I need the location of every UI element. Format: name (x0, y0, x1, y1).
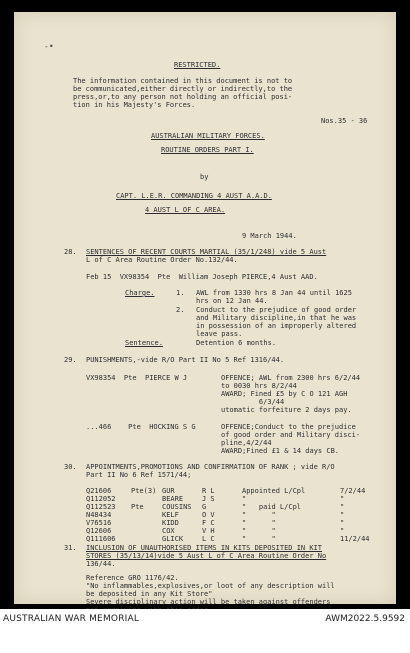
punishment-soldier: VX98354 Pte PIERCE W J (86, 374, 188, 382)
rank-cell-name: V H (202, 527, 215, 535)
rank-cell-rank: Pte (131, 503, 144, 511)
rank-cell-action: " " (242, 511, 276, 519)
notice-line: press,or,to any person not holding an official posi- (73, 93, 293, 101)
charge-number: 1. (176, 289, 185, 297)
rank-cell-action: Appointed L/Cpl (242, 487, 306, 495)
rank-cell-name: J S (202, 495, 215, 503)
rank-cell-action: " " (242, 527, 276, 535)
orders-title: ROUTINE ORDERS PART I. (161, 146, 254, 154)
rank-cell-action: " " (242, 535, 276, 543)
rank-cell-corps: GUR (162, 487, 175, 495)
charge-text: AWL from 1330 hrs 8 Jan 44 until 1625 (196, 289, 352, 297)
rank-cell-no: Q12606 (86, 527, 112, 535)
margin-mark: -• (44, 42, 54, 51)
rank-cell-corps: BEARE (162, 495, 184, 503)
notice-line: The information contained in this document is not to (73, 77, 293, 85)
rank-cell-date: " (340, 495, 345, 503)
rank-cell-date: " (340, 511, 345, 519)
charge-text: hrs on 12 Jan 44. (196, 297, 268, 305)
reference-number: AWM2022.5.9592 (325, 614, 405, 624)
charge-label: Charge. (125, 289, 155, 297)
court-martial-line: Feb 15 VX98354 Pte William Joseph PIERCE,4 Aust AAD. (86, 273, 318, 281)
by-line: by (200, 173, 209, 181)
rank-cell-name: O V (202, 511, 215, 519)
punishment-soldier: ...466 Pte HOCKING S G (86, 423, 196, 431)
notice-line: be communicated,either directly or indirectly,to the (73, 85, 293, 93)
item-heading: 136/44. (86, 560, 116, 568)
unit-line: 4 AUST L OF C AREA. (145, 206, 226, 214)
rank-cell-corps: COUSINS (162, 503, 192, 511)
rank-cell-no: V76516 (86, 519, 112, 527)
notice-line: tion in his Majesty's Forces. (73, 101, 196, 109)
charge-number: 2. (176, 306, 185, 314)
source-label: AUSTRALIAN WAR MEMORIAL (3, 614, 140, 624)
charge-text: and Military discipline,in that he was (196, 314, 357, 322)
item-number: 28. (64, 248, 77, 256)
item-heading: SENTENCES OF RECENT COURTS MARTIAL (35/1/248) vide 5 Aust (86, 248, 327, 256)
charge-text: leave pass. (196, 330, 243, 338)
item-heading: Part II No 6 Ref 1571/44; (86, 471, 192, 479)
punishment-text: AWARD; Fined £5 by C O 121 AGH (221, 390, 348, 398)
charge-text: Conduct to the prejudice of good order (196, 306, 357, 314)
rank-cell-no: Q111606 (86, 535, 116, 543)
rank-cell-no: Q112052 (86, 495, 116, 503)
document-body (14, 12, 396, 604)
item-heading: STORES (35/13/14)vide 5 Aust L of C Area Routine Order No (86, 552, 327, 560)
rank-cell-no: N48434 (86, 511, 112, 519)
classification: RESTRICTED. (174, 61, 221, 69)
item-heading: L of C Area Routine Order No.132/44. (86, 256, 238, 264)
punishment-text: to 0030 hrs 8/2/44 (221, 382, 297, 390)
punishment-text: OFFENCE;Conduct to the prejudice (221, 423, 356, 431)
rank-cell-name: G (202, 503, 207, 511)
order-text: be deposited in any Kit Store" (86, 590, 213, 598)
rank-cell-name: R L (202, 487, 215, 495)
order-text: Severe disciplinary action will be taken against offenders (86, 598, 331, 606)
rank-cell-date: " (340, 527, 345, 535)
rank-cell-action: " " (242, 519, 276, 527)
item-number: 31. (64, 544, 77, 552)
punishment-text: AWARD;Fined £1 & 14 days CB. (221, 447, 340, 455)
punishment-text: utomatic forfeiture 2 days pay. (221, 406, 352, 414)
item-heading: APPOINTMENTS,PROMOTIONS AND CONFIRMATION OF RANK ; vide R/O (86, 463, 335, 471)
document-page (14, 12, 396, 604)
punishment-text: pline,4/2/44 (221, 439, 272, 447)
rank-cell-name: L C (202, 535, 215, 543)
punishment-text: 6/3/44 (221, 398, 285, 406)
rank-cell-date: " (340, 519, 345, 527)
reference-line: Reference GRO 1176/42. (86, 574, 179, 582)
order-date: 9 March 1944. (242, 232, 297, 240)
item-number: 30. (64, 463, 77, 471)
rank-cell-date: 7/2/44 (340, 487, 366, 495)
order-numbers: Nos.35 - 36 (321, 117, 368, 125)
punishment-text: of good order and Military disci- (221, 431, 361, 439)
charge-text: in possession of an improperly altered (196, 322, 357, 330)
rank-cell-rank: Pte(3) (131, 487, 157, 495)
item-heading: PUNISHMENTS,-vide R/O Part II No 5 Ref 1316/44. (86, 356, 285, 364)
order-text: "No inflammables,explosives,or loot of any description will (86, 582, 335, 590)
rank-cell-no: Q112523 (86, 503, 116, 511)
item-number: 29. (64, 356, 77, 364)
punishment-text: OFFENCE; AWL from 2300 hrs 6/2/44 (221, 374, 361, 382)
rank-cell-corps: KELF (162, 511, 179, 519)
rank-cell-no: Q21606 (86, 487, 112, 495)
rank-cell-action: " (242, 495, 247, 503)
rank-cell-date: " (340, 503, 345, 511)
rank-cell-name: F C (202, 519, 215, 527)
rank-cell-corps: KIDD (162, 519, 179, 527)
item-heading: INCLUSION OF UNAUTHORISED ITEMS IN KITS DEPOSITED IN KIT (86, 544, 323, 552)
footer-bar (0, 609, 410, 653)
rank-cell-action: " paid L/Cpl (242, 503, 302, 511)
rank-cell-corps: COX (162, 527, 175, 535)
sentence-text: Detention 6 months. (196, 339, 277, 347)
rank-cell-date: 11/2/44 (340, 535, 370, 543)
rank-cell-corps: GLICK (162, 535, 184, 543)
formation-title: AUSTRALIAN MILITARY FORCES. (151, 132, 265, 140)
sentence-label: Sentence. (125, 339, 163, 347)
commander-line: CAPT. L.E.R. COMMANDING 4 AUST A.A.D. (116, 192, 272, 200)
